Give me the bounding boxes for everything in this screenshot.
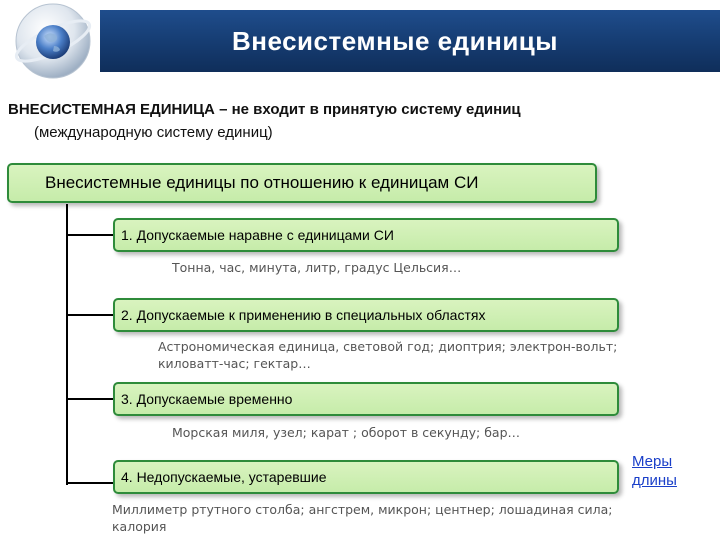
page-title: Внесистемные единицы — [232, 25, 558, 56]
slide-header — [0, 0, 720, 82]
definition-text — [8, 98, 713, 144]
category-node-2: 2. Допускаемые к применению в специальных областях — [113, 298, 619, 332]
branch-line-1 — [66, 234, 114, 236]
branch-line-4 — [66, 482, 114, 484]
category-examples-1: Тонна, час, минута, литр, градус Цельсия… — [172, 260, 462, 275]
category-node-4: 4. Недопускаемые, устаревшие — [113, 460, 619, 494]
definition-line2: (международную систему единиц) — [34, 124, 273, 141]
definition-rest: – не входит в принятую систему единиц — [214, 101, 521, 118]
category-node-1: 1. Допускаемые наравне с единицами СИ — [113, 218, 619, 252]
category-examples-4: Миллиметр ртутного столба; ангстрем, микрон; центнер; лошадиная сила; калория — [112, 502, 613, 534]
category-examples-2: Астрономическая единица, световой год; диоптрия; электрон-вольт; киловатт-час; гектар… — [158, 339, 618, 371]
category-node-3: 3. Допускаемые временно — [113, 382, 619, 416]
definition-term: ВНЕСИСТЕМНАЯ ЕДИНИЦА — [8, 101, 215, 118]
category-examples-3: Морская миля, узел; карат ; оборот в секунду; бар… — [172, 425, 520, 440]
tree-trunk-line — [66, 204, 68, 485]
root-node: Внесистемные единицы по отношению к единицам СИ — [7, 163, 597, 203]
globe-logo-icon — [6, 2, 100, 80]
length-measures-link[interactable]: Меры длины — [632, 453, 677, 489]
branch-line-3 — [66, 398, 114, 400]
branch-line-2 — [66, 314, 114, 316]
